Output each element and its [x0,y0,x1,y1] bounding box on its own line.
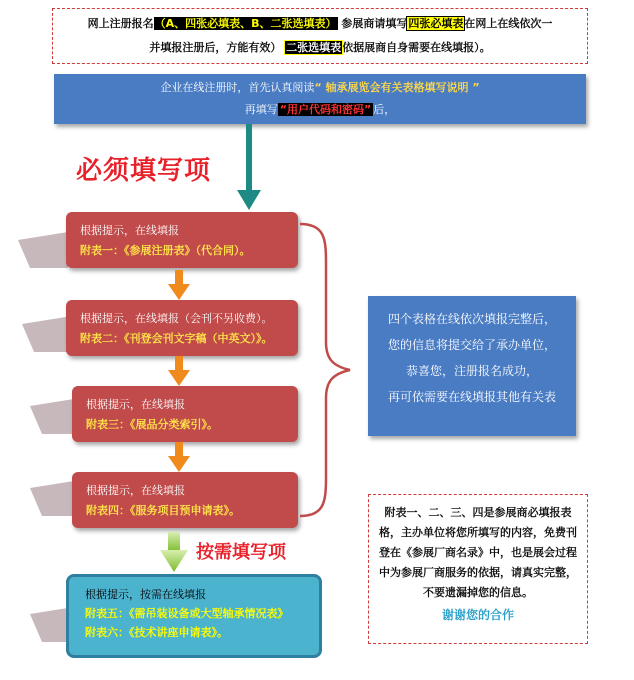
optional-form-5: 附表五：《需吊装设备或大型轴承情况表》 [85,607,289,620]
step-3-form: 附表三：《展品分类索引》。 [86,418,218,431]
step-tab-1-shape [18,232,68,268]
final-note-text: 附表一、二、三、四是参展商必填报表格，主办单位将您所填写的内容，免费刊登在《参展厂商名录》中，也是展会过程中为参展厂商服务的依据，请真实完整，不要遗漏掉您的信息。 [379,506,577,599]
step-form-2 [66,300,298,356]
intro-line2: 再填写 “用户代码和密码” 后， [244,103,396,116]
optional-forms-box [66,574,322,658]
info-line-3: 恭喜您，注册报名成功， [405,364,538,378]
optional-heading: 按需填写项 [196,542,286,563]
teal-arrow-down-icon [234,124,264,212]
step-4-hint: 根据提示，在线填报 [86,484,185,497]
brace-connector [298,222,358,518]
optional-form-6: 附表六：《技术讲座申请表》。 [85,626,228,639]
step-form-3 [72,386,298,442]
optional-hint: 根据提示，按需在线填报 [85,588,206,601]
top-note-line2: 并填报注册后，方能有效） 二张选填表依据展商自身需要在线填报）。 [149,41,491,54]
step-form-1 [66,212,298,268]
required-heading: 必须填写项 [76,156,212,186]
info-line-4: 再可依需要在线填报其他有关表 [387,390,556,404]
info-line-1: 四个表格在线依次填报完整后， [387,312,556,326]
completion-info-box [368,296,576,436]
step-tab-2-shape [22,316,72,352]
orange-arrow-down-icon [168,270,190,300]
step-2-form: 附表二：《刊登会刊文字稿（中英文）》。 [80,332,273,345]
top-note [52,8,588,64]
thanks-text: 谢谢您的合作 [441,608,514,622]
orange-arrow-down-icon [168,356,190,386]
final-note [368,494,588,644]
info-line-2: 您的信息将提交给了承办单位， [387,338,556,352]
green-arrow-down-icon [160,532,188,572]
step-4-form: 附表四：《服务项目预申请表》。 [86,504,240,517]
step-1-hint: 根据提示，在线填报 [80,224,179,237]
step-1-form: 附表一：《参展注册表》（代合同）。 [80,244,251,257]
step-2-hint: 根据提示，在线填报（会刊不另收费）。 [80,312,273,325]
orange-arrow-down-icon [168,442,190,472]
intro-box [54,74,586,124]
step-3-hint: 根据提示，在线填报 [86,398,185,411]
intro-line1: 企业在线注册时，首先认真阅读“ 轴承展览会有关表格填写说明 ” [160,81,480,94]
top-note-line1: 网上注册报名（A、四张必填表、B、二张选填表） 参展商请填写四张必填表在网上在线依次一 [87,17,553,30]
step-form-4 [72,472,298,528]
